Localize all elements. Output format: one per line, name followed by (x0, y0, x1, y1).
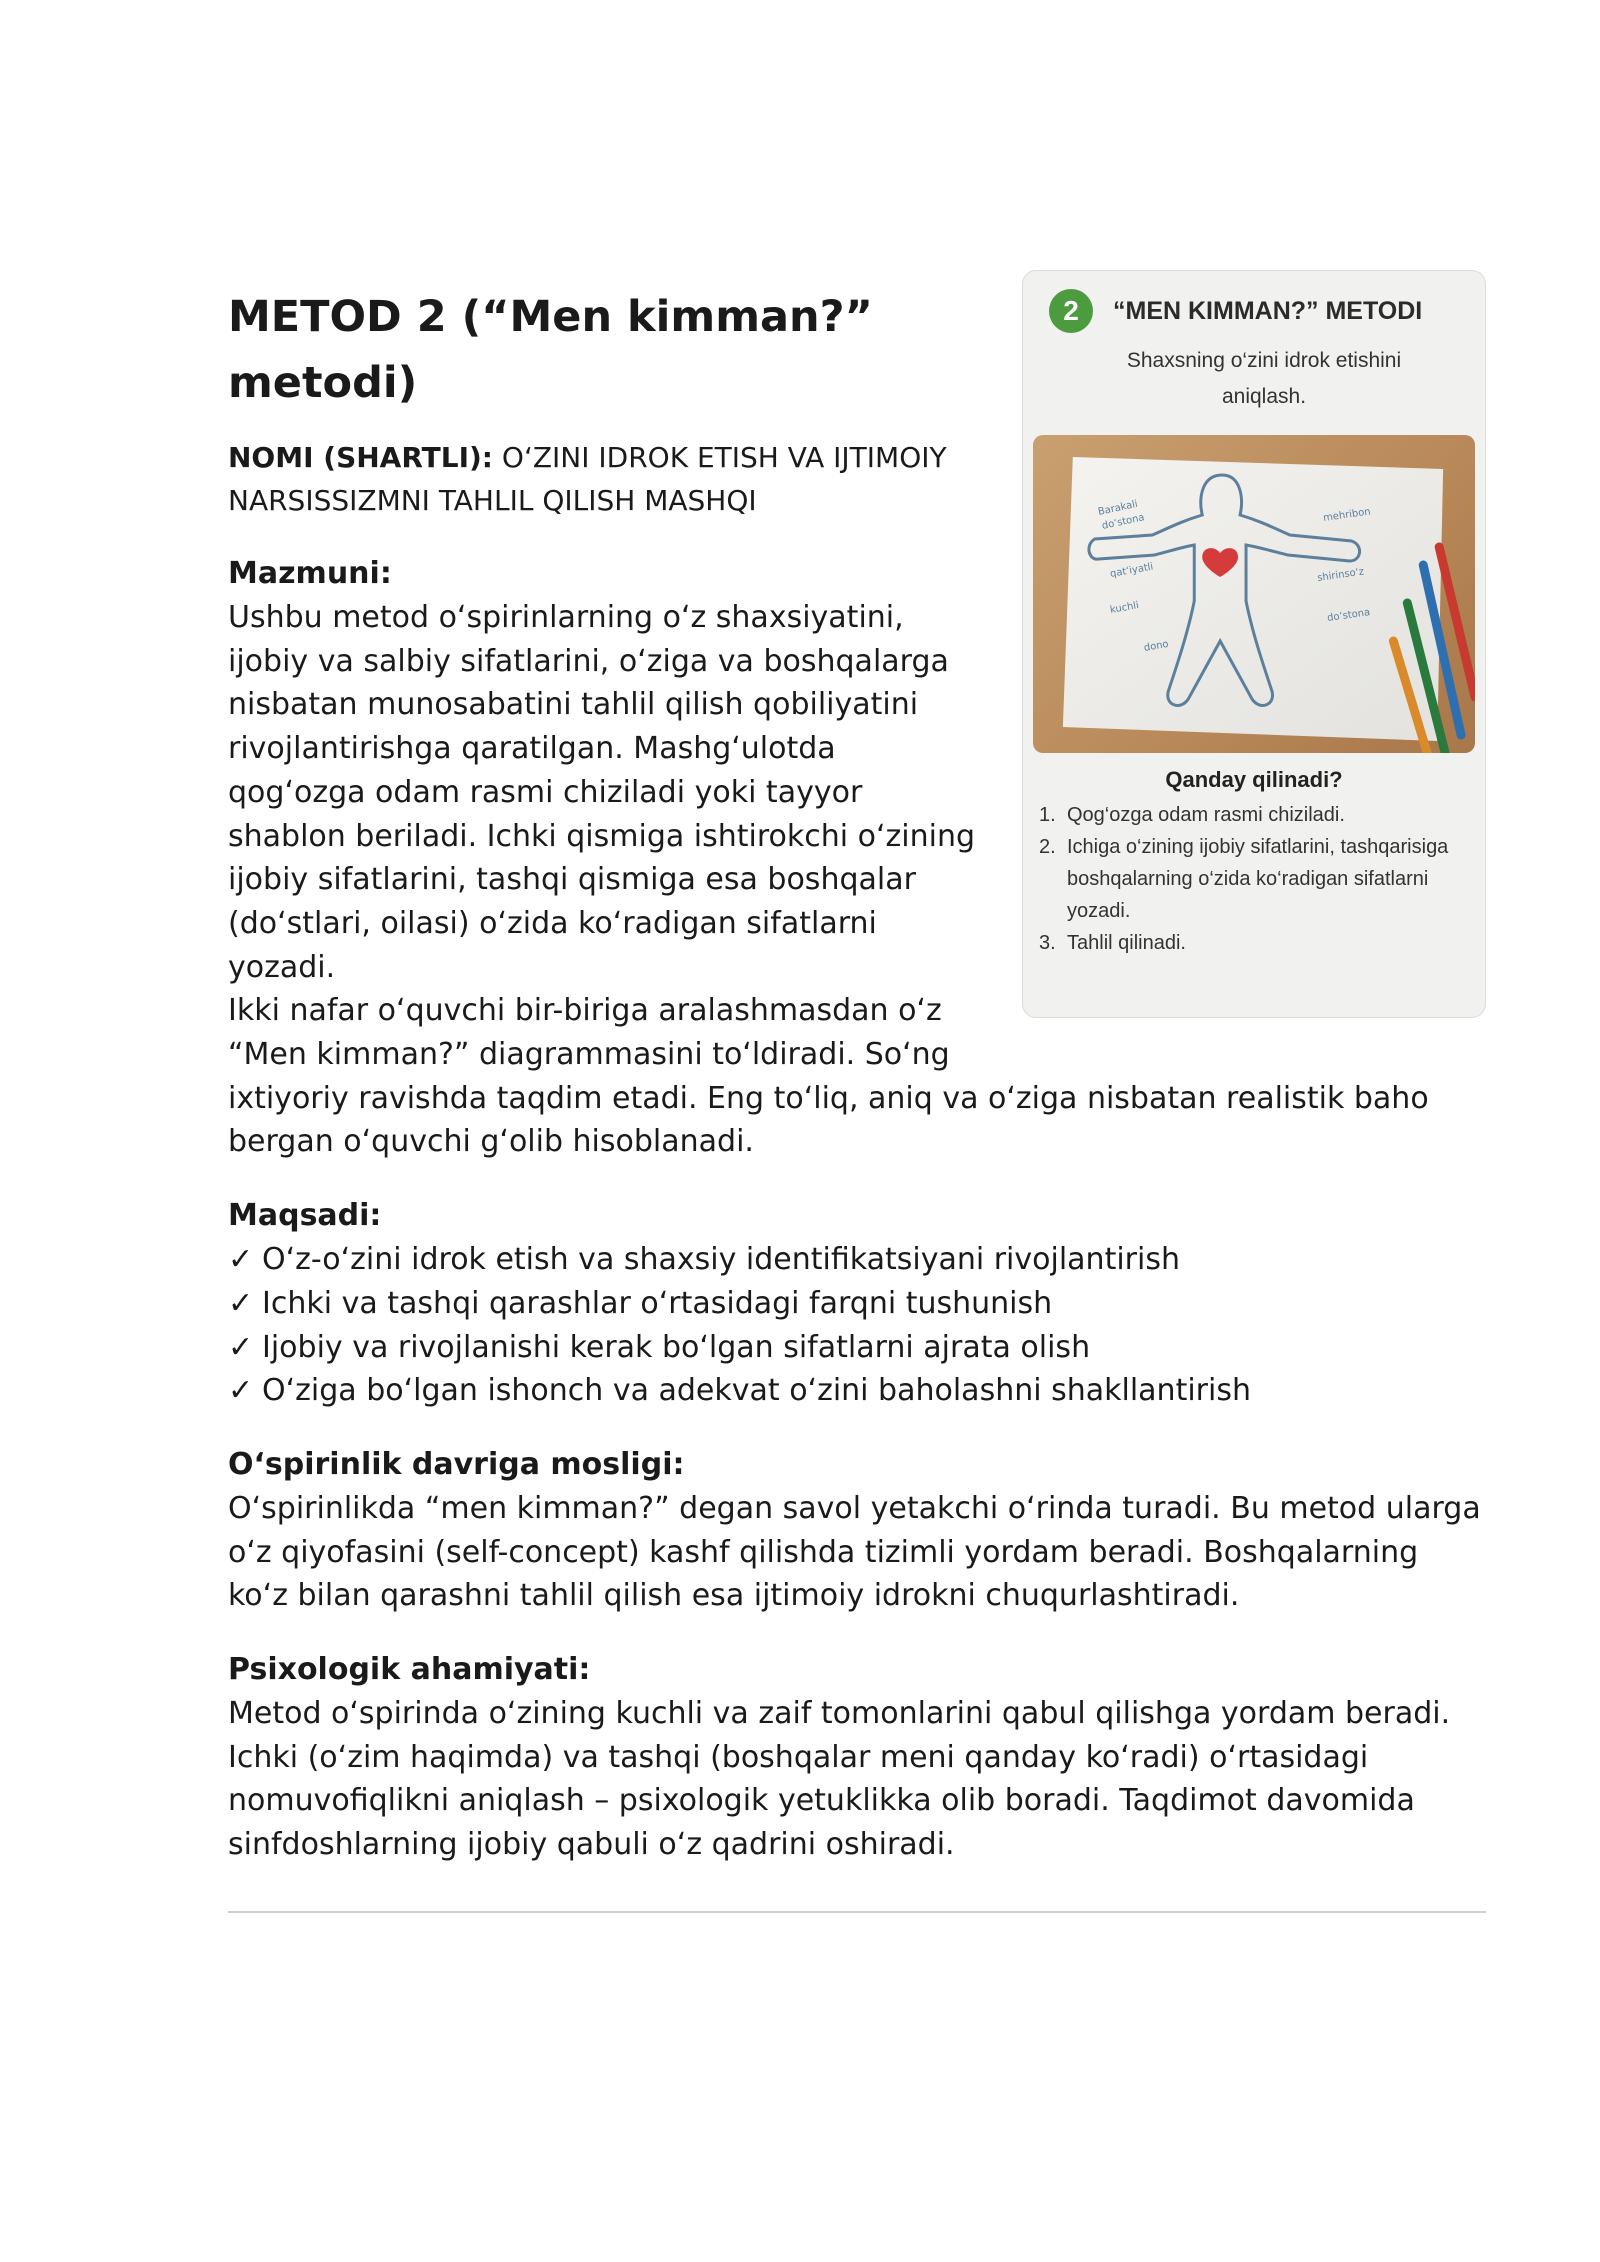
checkmark-icon: ✓ (228, 1373, 254, 1409)
drawing-word-2: do‘stona (1101, 512, 1146, 532)
checkmark-icon: ✓ (228, 1285, 254, 1321)
section-maqsadi (228, 1194, 1484, 1413)
section-paragraph: Metod o‘spirinda o‘zining kuchli va zaif tomonlarini qabul qilishga yordam beradi. Ichki (o‘zim haqimda) va tashqi (boshqalar meni qanday ko‘radi) o‘rtasidagi nomuvofiqlikni aniqlash – psixologik yetuklikka olib boradi. Taqdimot davomida sinfdoshlarning ijobiy qabuli o‘z qadrini oshiradi. (228, 1696, 1451, 1863)
card-subtitle: Shaxsning o‘zini idrok etishini aniqlash. (1126, 349, 1402, 408)
step-number: 3. (1039, 932, 1056, 954)
drawing-word-6: shirinso‘z (1316, 566, 1365, 584)
section-title: Mazmuni: (228, 556, 392, 591)
drawing-word-8: dono (1143, 638, 1170, 654)
drawing-word-7: do‘stona (1326, 607, 1371, 624)
list-item (228, 1326, 1484, 1370)
section-paragraph: Ushbu metod o‘spirinlarning o‘z shaxsiyatini, ijobiy va salbiy sifatlarini, o‘ziga va boshqalarga nisbatan munosabatini tahlil qilish qobiliyatini rivojlantirishga qaratilgan. Mashg‘ulotda qog‘ozga odam rasmi chiziladi yoki tayyor shablon beriladi. Ichki qismiga ishtirokchi o‘zining ijobiy sifatlarini, tashqi qismiga esa boshqalar (do‘stlari, oilasi) o‘zida ko‘radigan sifatlarni yozadi. (228, 600, 976, 985)
list-item (228, 1369, 1484, 1413)
step-text: Tahlil qilinadi. (1067, 932, 1186, 954)
step-text: Qog‘ozga odam rasmi chiziladi. (1067, 804, 1345, 826)
drawing-word-4: kuchli (1109, 600, 1140, 616)
section-ahamiyati (228, 1648, 1484, 1867)
list-item (228, 1238, 1484, 1282)
bottom-divider (228, 1911, 1486, 1913)
list-item (228, 1282, 1484, 1326)
checkmark-icon: ✓ (228, 1242, 254, 1278)
method-name-label: NOMI (SHARTLI): (228, 441, 493, 474)
drawing-word-3: qat‘iyatli (1109, 561, 1155, 580)
step-number: 2. (1039, 836, 1056, 858)
card-steps-list (1039, 799, 1475, 959)
list-item-text: Ichki va tashqi qarashlar o‘rtasidagi farqni tushunish (262, 1285, 1053, 1321)
card-step (1039, 831, 1475, 927)
checkmark-icon: ✓ (228, 1329, 254, 1365)
card-header (1033, 289, 1475, 333)
list-item-text: O‘z-o‘zini idrok etish va shaxsiy identifikatsiyani rivojlantirish (262, 1242, 1180, 1278)
step-text: Ichiga o‘zining ijobiy sifatlarini, tashqarisiga boshqalarning o‘zida ko‘radigan sifatlarni yozadi. (1067, 836, 1449, 922)
card-steps-title: Qanday qilinadi? (1165, 767, 1343, 792)
method-name-value: O‘ZINI IDROK ETISH VA IJTIMOIY NARSISSIZMNI TAHLIL QILISH MASHQI (228, 441, 947, 517)
drawing-word-1: Barakali (1097, 498, 1139, 518)
step-number: 1. (1039, 804, 1056, 826)
section-title: Maqsadi: (228, 1198, 382, 1234)
section-title: Psixologik ahamiyati: (228, 1652, 591, 1688)
drawing-word-5: mehribon (1322, 506, 1372, 524)
document-page (228, 280, 1484, 1867)
card-title: “MEN KIMMAN?” METODI (1113, 296, 1423, 325)
list-item-text: Ijobiy va rivojlanishi kerak bo‘lgan sifatlarni ajrata olish (262, 1329, 1091, 1365)
page-title: METOD 2 (“Men kimman?” metodi) (228, 292, 873, 408)
list-item-text: O‘ziga bo‘lgan ishonch va adekvat o‘zini baholashni shakllantirish (262, 1373, 1251, 1409)
section-moslik (228, 1443, 1484, 1618)
person-drawing-illustration (1033, 435, 1475, 753)
section-title: O‘spirinlik davriga mosligi: (228, 1446, 685, 1482)
card-step (1039, 799, 1475, 831)
card-step (1039, 927, 1475, 959)
section-paragraph: Ikki nafar o‘quvchi bir-biriga aralashmasdan o‘z “Men kimman?” diagrammasini to‘ldiradi. So‘ng ixtiyoriy ravishda taqdim etadi. Eng to‘liq, aniq va o‘ziga nisbatan realistik baho bergan o‘quvchi g‘olib hisoblanadi. (228, 993, 1429, 1160)
method-card (1022, 270, 1486, 1018)
card-number-badge: 2 (1049, 289, 1093, 333)
goals-list (228, 1238, 1484, 1413)
person-drawing-image (1033, 435, 1475, 753)
section-paragraph: O‘spirinlikda “men kimman?” degan savol yetakchi o‘rinda turadi. Bu metod ularga o‘z qiyofasini (self-concept) kashf qilishda tizimli yordam beradi. Boshqalarning ko‘z bilan qarashni tahlil qilish esa ijtimoiy idrokni chuqurlashtiradi. (228, 1490, 1481, 1614)
